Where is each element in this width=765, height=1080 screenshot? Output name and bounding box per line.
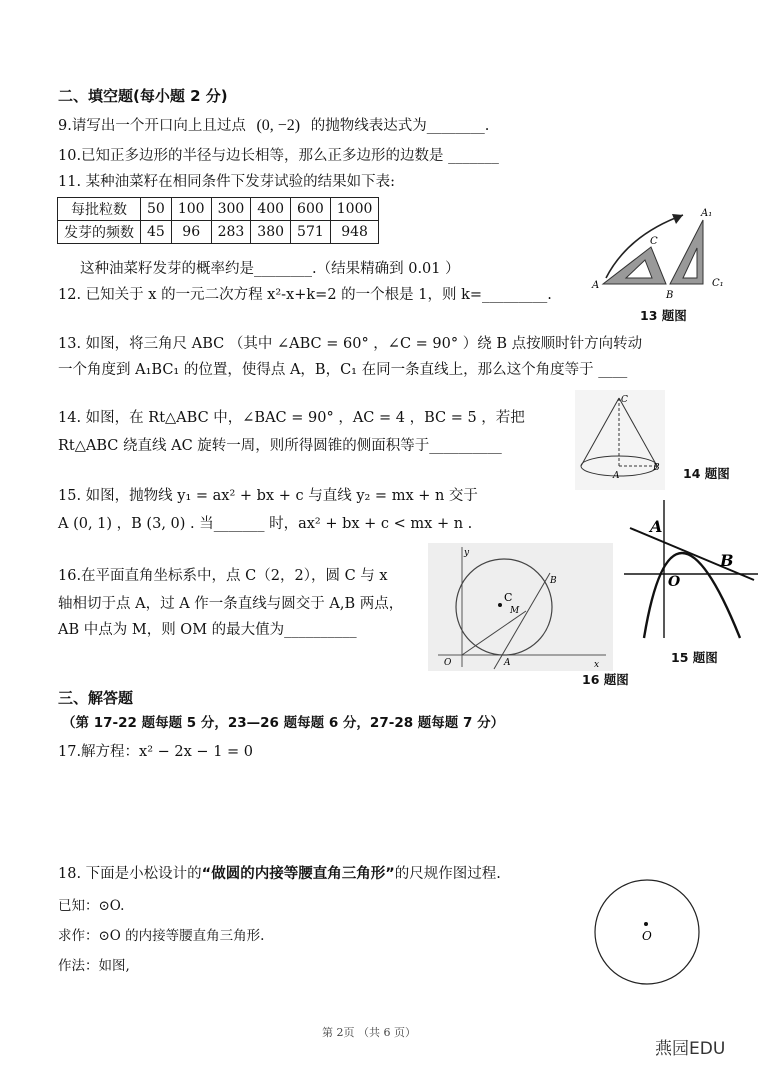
label-M: M (510, 606, 520, 616)
label-C1: C₁ (712, 278, 724, 289)
label-B: B (653, 463, 660, 473)
figure-15-caption: 15 题图 (671, 650, 718, 665)
figure-13 (588, 200, 733, 300)
table-cell: 1000 (330, 198, 379, 221)
label-C: C (650, 236, 658, 247)
label-B: B (720, 551, 734, 570)
question-16-line-3: AB 中点为 M，则 OM 的最大值为__________ (58, 622, 357, 638)
question-15-line-2: A (0, 1) ，B (3, 0) . 当_______ 时，ax² + bx + c < mx + n . (58, 516, 473, 532)
table-row (58, 221, 379, 244)
table-cell: 400 (251, 198, 291, 221)
label-C: C (621, 395, 628, 405)
table-cell: 571 (291, 221, 331, 244)
label-A: A (592, 280, 600, 291)
label-O: O (444, 658, 452, 668)
section-3-note: （第 17-22 题每题 5 分，23—26 题每题 6 分，27-28 题每题 7 分） (62, 715, 505, 731)
question-11: 11. 某种油菜籽在相同条件下发芽试验的结果如下表: (58, 174, 396, 190)
figure-16 (428, 543, 613, 671)
table-cell: 600 (291, 198, 331, 221)
question-11-answer: 这种油菜籽发芽的概率约是________.（结果精确到 0.01 ） (80, 261, 460, 277)
question-18-line-1: 18. 下面是小松设计的“做圆的内接等腰直角三角形”的尺规作图过程. (58, 866, 501, 882)
label-x: x (594, 660, 600, 670)
table-cell: 50 (141, 198, 172, 221)
question-15-line-1: 15. 如图，抛物线 y₁ = ax² + bx + c 与直线 y₂ = mx + n 交于 (58, 488, 478, 504)
table-cell: 283 (211, 221, 251, 244)
question-14-line-1: 14. 如图，在 Rt△ABC 中，∠BAC = 90° ，AC = 4 ，BC = 5 ，若把 (58, 410, 525, 426)
figure-18-circle (592, 868, 702, 998)
question-13-line-1: 13. 如图，将三角尺 ABC （其中 ∠ABC = 60° ，∠C = 90° ）绕 B 点按顺时针方向转动 (58, 336, 643, 352)
figure-16-caption: 16 题图 (582, 672, 629, 687)
label-B: B (550, 576, 557, 586)
label-B: B (666, 290, 674, 300)
question-18-find: 求作：⊙O 的内接等腰直角三角形. (58, 928, 265, 944)
table-cell: 发芽的频数 (58, 221, 141, 244)
figure-15 (622, 498, 760, 640)
figure-14 (575, 390, 665, 490)
question-16-line-1: 16.在平面直角坐标系中，点 C（2，2），圆 C 与 x (58, 568, 388, 584)
label-C: C (504, 591, 513, 604)
figure-13-caption: 13 题图 (640, 308, 687, 323)
figure-14-caption: 14 题图 (683, 466, 730, 481)
question-18-method: 作法：如图, (58, 958, 130, 974)
label-A1: A₁ (701, 208, 713, 219)
question-12: 12. 已知关于 x 的一元二次方程 x²-x+k=2 的一个根是 1，则 k=_________. (58, 287, 552, 303)
page-footer: 第 2页 （共 6 页） (322, 1026, 416, 1039)
label-O: O (668, 574, 681, 590)
section-3-heading: 三、解答题 (58, 689, 134, 707)
question-10: 10.已知正多边形的半径与边长相等，那么正多边形的边数是 _______ (58, 148, 499, 164)
question-14-line-2: Rt△ABC 绕直线 AC 旋转一周，则所得圆锥的侧面积等于__________ (58, 438, 502, 454)
label-y: y (464, 548, 470, 558)
label-A: A (613, 471, 620, 481)
label-A: A (504, 658, 511, 668)
label-O: O (642, 929, 652, 943)
label-A: A (650, 517, 663, 536)
table-cell: 每批粒数 (58, 198, 141, 221)
watermark: 燕园EDU (655, 1039, 726, 1059)
question-17: 17.解方程：x² − 2x − 1 = 0 (58, 744, 254, 760)
table-cell: 948 (330, 221, 379, 244)
question-18-known: 已知：⊙O. (58, 898, 125, 914)
table-cell: 300 (211, 198, 251, 221)
table-cell: 96 (171, 221, 211, 244)
table-cell: 380 (251, 221, 291, 244)
question-16-line-2: 轴相切于点 A，过 A 作一条直线与圆交于 A,B 两点， (58, 596, 404, 612)
question-13-line-2: 一个角度到 A₁BC₁ 的位置，使得点 A，B，C₁ 在同一条直线上，那么这个角度等于 ____ (58, 362, 628, 378)
table-cell: 45 (141, 221, 172, 244)
table-cell: 100 (171, 198, 211, 221)
table-row (58, 198, 379, 221)
section-2-heading: 二、填空题(每小题 2 分) (58, 87, 228, 105)
germination-table (57, 197, 379, 244)
point-label: (0, −2) (256, 117, 301, 134)
question-9: 9.请写出一个开口向上且过点 (0, −2) 的抛物线表达式为________. (58, 117, 490, 134)
